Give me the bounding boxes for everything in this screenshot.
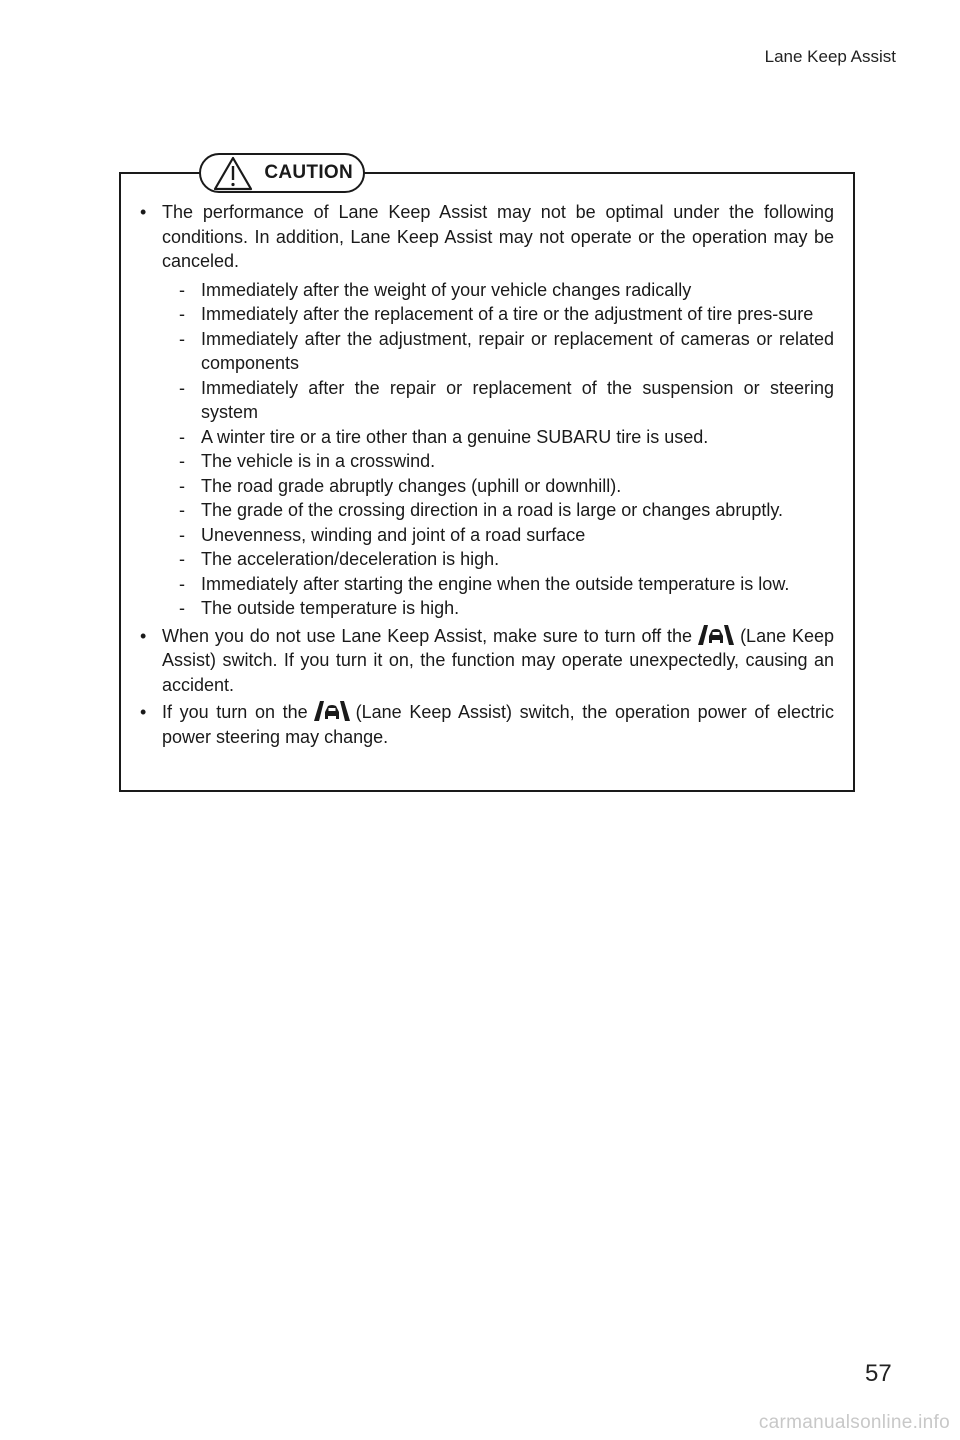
condition-list (162, 278, 834, 621)
condition-text: Immediately after the repair or replacement of the suspension or steering system (201, 377, 834, 422)
condition-dash: - (179, 549, 185, 569)
lane-keep-assist-icon (696, 624, 736, 646)
condition-text: The vehicle is in a crosswind. (201, 451, 436, 471)
caution-bullet-turn-off (140, 624, 834, 698)
condition-text: Immediately after the adjustment, repair or replacement of cameras or related components (201, 328, 834, 373)
condition-dash: - (179, 426, 185, 447)
condition-dash: - (179, 475, 185, 496)
condition-item (162, 278, 834, 303)
condition-text: The road grade abruptly changes (uphill or downhill). (201, 475, 622, 496)
condition-item (162, 523, 834, 548)
condition-dash: - (179, 328, 185, 349)
condition-dash: - (179, 573, 185, 594)
condition-dash: - (179, 304, 185, 324)
condition-item (162, 376, 834, 425)
condition-item (162, 572, 834, 597)
caution-badge (199, 153, 365, 193)
condition-text: Immediately after the weight of your vehicle changes radically (201, 279, 692, 300)
condition-item (162, 547, 834, 572)
caution-bullet-power-steering (140, 700, 834, 749)
bullet-dot: • (140, 625, 147, 646)
condition-text: Unevenness, winding and joint of a road surface (201, 524, 586, 545)
bullet-dot: • (140, 702, 147, 722)
bullet-text-before: If you turn on the (162, 702, 308, 722)
warning-triangle-icon (213, 156, 253, 191)
condition-item (162, 596, 834, 621)
condition-dash: - (179, 377, 185, 398)
caution-bullet-conditions (140, 200, 834, 621)
condition-dash: - (179, 279, 185, 300)
condition-text: The acceleration/deceleration is high. (201, 549, 500, 569)
bullet-text: The performance of Lane Keep Assist may not be optimal under the following conditions. In addition, Lane Keep Assist may not operate or the operation may be canceled. (162, 202, 834, 271)
page-number: 57 (865, 1360, 892, 1387)
condition-text: A winter tire or a tire other than a genuine SUBARU tire is used. (201, 426, 709, 447)
condition-dash: - (179, 524, 185, 545)
caution-label: CAUTION (264, 162, 353, 183)
condition-dash: - (179, 451, 185, 471)
lane-keep-assist-icon (312, 700, 352, 722)
bullet-text-before: When you do not use Lane Keep Assist, make sure to turn off the (162, 625, 693, 646)
condition-item (162, 449, 834, 474)
condition-item (162, 425, 834, 450)
caution-content (140, 200, 834, 749)
condition-text: Immediately after starting the engine when the outside temperature is low. (201, 573, 790, 594)
bullet-dot: • (140, 202, 147, 222)
bullet-text-after: (Lane Keep Assist) switch, the operation power of electric power steering may change. (162, 702, 835, 747)
condition-text: Immediately after the replacement of a tire or the adjustment of tire pres-sure (201, 304, 814, 324)
condition-item (162, 302, 834, 327)
condition-dash: - (179, 500, 185, 520)
condition-text: The grade of the crossing direction in a road is large or changes abruptly. (201, 500, 783, 520)
running-header: Lane Keep Assist (764, 47, 896, 66)
bullet-text-after: (Lane Keep Assist) switch. If you turn it on, the function may operate unexpectedly, causing an accident. (162, 625, 834, 695)
condition-item (162, 327, 834, 376)
condition-text: The outside temperature is high. (201, 598, 460, 618)
condition-item (162, 498, 834, 523)
condition-item (162, 474, 834, 499)
condition-dash: - (179, 598, 185, 618)
watermark: carmanualsonline.info (758, 1412, 950, 1433)
